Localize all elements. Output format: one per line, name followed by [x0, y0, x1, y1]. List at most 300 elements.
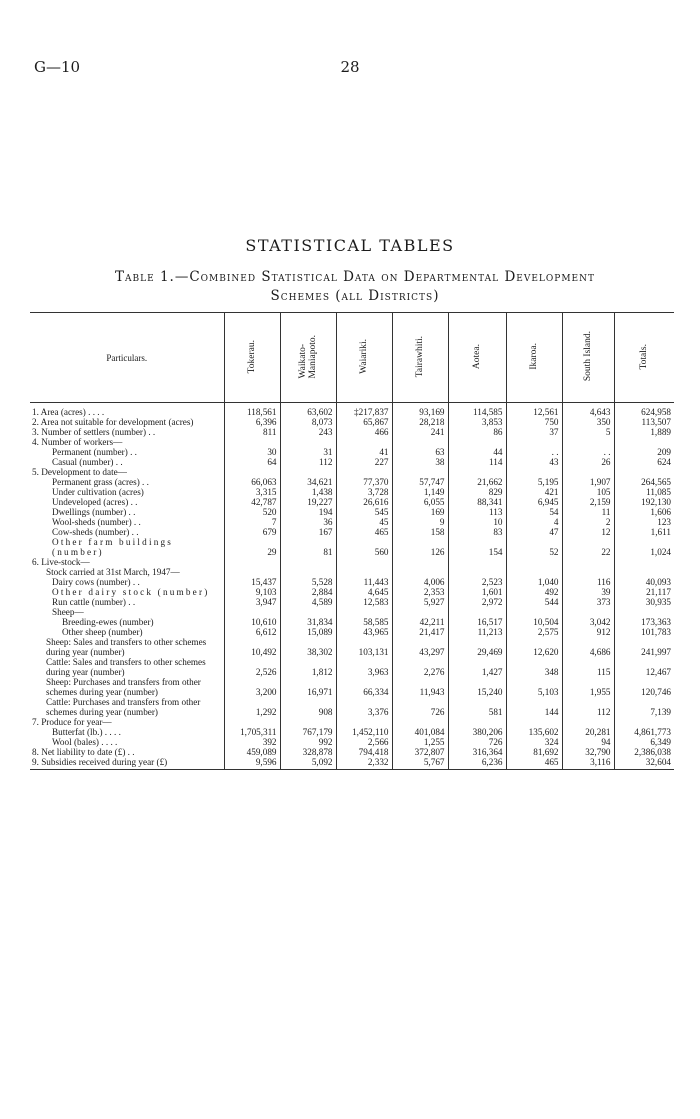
cell-value: 1,292: [224, 697, 280, 717]
cell-value: 144: [506, 697, 562, 717]
cell-value: 3,728: [336, 487, 392, 497]
cell-value: 1,601: [448, 587, 506, 597]
cell-value: [614, 437, 674, 447]
header-south-island: South Island.: [562, 313, 614, 403]
cell-value: 88,341: [448, 497, 506, 507]
cell-value: 767,179: [280, 727, 336, 737]
cell-value: [336, 607, 392, 617]
cell-value: [448, 437, 506, 447]
row-label: Under cultivation (acres): [52, 487, 144, 497]
cell-value: 401,084: [392, 727, 448, 737]
cell-value: 2,386,038: [614, 747, 674, 757]
cell-value: 4,686: [562, 637, 614, 657]
row-label: Undeveloped (acres) . .: [52, 497, 138, 507]
cell-value: 26: [562, 457, 614, 467]
table-body: [30, 403, 674, 770]
cell-value: 123: [614, 517, 674, 527]
cell-value: 86: [448, 427, 506, 437]
cell-value: 10,492: [224, 637, 280, 657]
cell-value: 560: [336, 537, 392, 557]
row-label: Permanent grass (acres) . .: [52, 477, 149, 487]
cell-value: [506, 717, 562, 727]
cell-value: [614, 467, 674, 477]
cell-value: 81: [280, 537, 336, 557]
cell-value: 37: [506, 427, 562, 437]
table-row: [30, 487, 674, 497]
cell-value: 43,965: [336, 627, 392, 637]
cell-value: 624: [614, 457, 674, 467]
cell-value: 465: [336, 527, 392, 537]
row-label: 6. Live-stock—: [32, 557, 90, 567]
cell-value: 11,085: [614, 487, 674, 497]
cell-value: 114: [448, 457, 506, 467]
cell-value: [224, 557, 280, 567]
table-row: [30, 447, 674, 457]
row-label: Cattle: Sales and transfers to other schemes during year (number): [46, 657, 206, 677]
cell-value: 520: [224, 507, 280, 517]
row-label: Sheep: Purchases and transfers from other schemes during year (number): [46, 677, 201, 697]
table-row: [30, 497, 674, 507]
table-row: [30, 507, 674, 517]
cell-value: 209: [614, 447, 674, 457]
cell-value: 465: [506, 757, 562, 770]
cell-value: 41: [336, 447, 392, 457]
cell-value: 1,955: [562, 677, 614, 697]
cell-value: 726: [448, 737, 506, 747]
cell-value: 57,747: [392, 477, 448, 487]
cell-value: 11,213: [448, 627, 506, 637]
cell-value: [336, 717, 392, 727]
table-row: [30, 577, 674, 587]
cell-value: 492: [506, 587, 562, 597]
cell-value: 38,302: [280, 637, 336, 657]
row-label: Casual (number) . .: [52, 457, 123, 467]
table-row: [30, 657, 674, 677]
cell-value: [614, 567, 674, 577]
cell-value: 43: [506, 457, 562, 467]
cell-value: 93,169: [392, 403, 448, 418]
cell-value: [614, 717, 674, 727]
row-label: 4. Number of workers—: [32, 437, 123, 447]
table-row: [30, 717, 674, 727]
cell-value: [224, 717, 280, 727]
cell-value: 5,927: [392, 597, 448, 607]
cell-value: [448, 557, 506, 567]
header-aotea: Aotea.: [448, 313, 506, 403]
row-label: Stock carried at 31st March, 1947—: [46, 567, 180, 577]
cell-value: 544: [506, 597, 562, 607]
table-row: [30, 427, 674, 437]
cell-value: [506, 567, 562, 577]
cell-value: 6,055: [392, 497, 448, 507]
cell-value: [506, 557, 562, 567]
table-row: [30, 403, 674, 418]
table-caption-line-1: Table 1.—Combined Statistical Data on Departmental Development: [115, 269, 595, 285]
cell-value: 1,149: [392, 487, 448, 497]
table-row: [30, 617, 674, 627]
cell-value: 7: [224, 517, 280, 527]
page-title: STATISTICAL TABLES: [245, 236, 455, 255]
cell-value: 1,040: [506, 577, 562, 587]
table-row: [30, 727, 674, 737]
cell-value: [336, 557, 392, 567]
table-caption-line-2: Schemes (all Districts): [270, 288, 440, 304]
cell-value: 83: [448, 527, 506, 537]
cell-value: 1,255: [392, 737, 448, 747]
cell-value: 4,861,773: [614, 727, 674, 737]
statistical-table: [30, 312, 674, 770]
cell-value: 114,585: [448, 403, 506, 418]
cell-value: [224, 437, 280, 447]
cell-value: 112: [562, 697, 614, 717]
cell-value: 105: [562, 487, 614, 497]
header-tokerau: Tokerau.: [224, 313, 280, 403]
cell-value: 324: [506, 737, 562, 747]
cell-value: 459,089: [224, 747, 280, 757]
cell-value: ‡217,837: [336, 403, 392, 418]
cell-value: [562, 557, 614, 567]
cell-value: 241,997: [614, 637, 674, 657]
cell-value: 1,907: [562, 477, 614, 487]
table-row: [30, 637, 674, 657]
cell-value: 1,611: [614, 527, 674, 537]
cell-value: 2,332: [336, 757, 392, 770]
cell-value: 54: [506, 507, 562, 517]
cell-value: 350: [562, 417, 614, 427]
cell-value: [392, 567, 448, 577]
table-row: [30, 757, 674, 770]
cell-value: 3,042: [562, 617, 614, 627]
header-particulars: Particulars.: [30, 313, 224, 403]
cell-value: 466: [336, 427, 392, 437]
cell-value: 39: [562, 587, 614, 597]
cell-value: [448, 607, 506, 617]
cell-value: 21,417: [392, 627, 448, 637]
cell-value: 15,437: [224, 577, 280, 587]
cell-value: 1,438: [280, 487, 336, 497]
cell-value: [562, 467, 614, 477]
cell-value: [224, 467, 280, 477]
row-label: Other dairy stock (number): [52, 587, 210, 597]
row-label: 7. Produce for year—: [32, 717, 112, 727]
cell-value: 42,787: [224, 497, 280, 507]
cell-value: [280, 567, 336, 577]
cell-value: 912: [562, 627, 614, 637]
cell-value: 15,240: [448, 677, 506, 697]
cell-value: 2,276: [392, 657, 448, 677]
cell-value: 3,376: [336, 697, 392, 717]
cell-value: 16,971: [280, 677, 336, 697]
row-label: Butterfat (lb.) . . . .: [52, 727, 121, 737]
cell-value: 2,566: [336, 737, 392, 747]
row-label: 2. Area not suitable for development (acres): [32, 417, 194, 427]
table-row: [30, 697, 674, 717]
cell-value: 2,884: [280, 587, 336, 597]
cell-value: [280, 607, 336, 617]
cell-value: 908: [280, 697, 336, 717]
cell-value: 8,073: [280, 417, 336, 427]
cell-value: 64: [224, 457, 280, 467]
cell-value: 36: [280, 517, 336, 527]
table-row: [30, 477, 674, 487]
cell-value: 94: [562, 737, 614, 747]
row-label: 8. Net liability to date (£) . .: [32, 747, 135, 757]
cell-value: 3,853: [448, 417, 506, 427]
cell-value: 154: [448, 537, 506, 557]
cell-value: 65,867: [336, 417, 392, 427]
cell-value: 227: [336, 457, 392, 467]
cell-value: 31: [280, 447, 336, 457]
cell-value: [280, 467, 336, 477]
cell-value: 3,116: [562, 757, 614, 770]
cell-value: 101,783: [614, 627, 674, 637]
cell-value: 30: [224, 447, 280, 457]
table-row: [30, 597, 674, 607]
table-row: [30, 537, 674, 557]
cell-value: 194: [280, 507, 336, 517]
page-reference: G—10: [34, 58, 81, 76]
cell-value: 392: [224, 737, 280, 747]
cell-value: 380,206: [448, 727, 506, 737]
cell-value: [392, 607, 448, 617]
cell-value: 21,662: [448, 477, 506, 487]
cell-value: 15,089: [280, 627, 336, 637]
page-number: 28: [340, 58, 360, 76]
cell-value: 624,958: [614, 403, 674, 418]
cell-value: 992: [280, 737, 336, 747]
cell-value: [614, 607, 674, 617]
table-row: [30, 557, 674, 567]
cell-value: [392, 557, 448, 567]
cell-value: [562, 567, 614, 577]
cell-value: 372,807: [392, 747, 448, 757]
row-label: Sheep: Sales and transfers to other schemes during year (number): [46, 637, 207, 657]
cell-value: 28,218: [392, 417, 448, 427]
cell-value: 12,583: [336, 597, 392, 607]
cell-value: [448, 567, 506, 577]
cell-value: 373: [562, 597, 614, 607]
cell-value: 16,517: [448, 617, 506, 627]
cell-value: 11,443: [336, 577, 392, 587]
table-row: [30, 437, 674, 447]
cell-value: 726: [392, 697, 448, 717]
cell-value: 4,643: [562, 403, 614, 418]
row-label: Run cattle (number) . .: [52, 597, 136, 607]
cell-value: 22: [562, 537, 614, 557]
cell-value: [506, 437, 562, 447]
cell-value: 421: [506, 487, 562, 497]
cell-value: 20,281: [562, 727, 614, 737]
header-tairawhiti: Tairawhiti.: [392, 313, 448, 403]
cell-value: 6,945: [506, 497, 562, 507]
cell-value: 348: [506, 657, 562, 677]
cell-value: 1,427: [448, 657, 506, 677]
cell-value: 3,963: [336, 657, 392, 677]
cell-value: 113: [448, 507, 506, 517]
cell-value: [562, 607, 614, 617]
table-row: [30, 527, 674, 537]
cell-value: 328,878: [280, 747, 336, 757]
cell-value: 5,103: [506, 677, 562, 697]
cell-value: 12,561: [506, 403, 562, 418]
cell-value: 29,469: [448, 637, 506, 657]
cell-value: 173,363: [614, 617, 674, 627]
cell-value: 6,236: [448, 757, 506, 770]
cell-value: 9,596: [224, 757, 280, 770]
cell-value: 1,889: [614, 427, 674, 437]
header-waikato-maniapoto: Waikato- Maniapoto.: [280, 313, 336, 403]
cell-value: 12: [562, 527, 614, 537]
cell-value: 4,006: [392, 577, 448, 587]
cell-value: 1,812: [280, 657, 336, 677]
cell-value: 241: [392, 427, 448, 437]
cell-value: 118,561: [224, 403, 280, 418]
cell-value: 10,504: [506, 617, 562, 627]
cell-value: 5,767: [392, 757, 448, 770]
table-row: [30, 737, 674, 747]
row-label: Dairy cows (number) . .: [52, 577, 140, 587]
cell-value: 126: [392, 537, 448, 557]
row-label: Breeding-ewes (number): [62, 617, 154, 627]
cell-value: 3,947: [224, 597, 280, 607]
table-row: [30, 627, 674, 637]
cell-value: 2,972: [448, 597, 506, 607]
cell-value: [392, 467, 448, 477]
cell-value: 81,692: [506, 747, 562, 757]
row-label: 9. Subsidies received during year (£): [30, 757, 224, 770]
table-row: [30, 747, 674, 757]
table-row: [30, 587, 674, 597]
cell-value: 1,452,110: [336, 727, 392, 737]
cell-value: 32,790: [562, 747, 614, 757]
row-label: Dwellings (number) . .: [52, 507, 136, 517]
cell-value: 112: [280, 457, 336, 467]
cell-value: [448, 467, 506, 477]
table-caption: [40, 268, 670, 306]
cell-value: [224, 607, 280, 617]
cell-value: 750: [506, 417, 562, 427]
cell-value: 103,131: [336, 637, 392, 657]
cell-value: [336, 437, 392, 447]
cell-value: [506, 467, 562, 477]
cell-value: 7,139: [614, 697, 674, 717]
cell-value: 158: [392, 527, 448, 537]
cell-value: 3,315: [224, 487, 280, 497]
cell-value: 169: [392, 507, 448, 517]
cell-value: 4,645: [336, 587, 392, 597]
cell-value: 12,467: [614, 657, 674, 677]
row-label: Wool (bales) . . . .: [52, 737, 118, 747]
cell-value: 31,834: [280, 617, 336, 627]
cell-value: [336, 567, 392, 577]
header-totals: Totals.: [614, 313, 674, 403]
cell-value: 135,602: [506, 727, 562, 737]
cell-value: [614, 557, 674, 567]
cell-value: 19,227: [280, 497, 336, 507]
cell-value: 3,200: [224, 677, 280, 697]
cell-value: 120,746: [614, 677, 674, 697]
table-row: [30, 467, 674, 477]
cell-value: 58,585: [336, 617, 392, 627]
table-row: [30, 567, 674, 577]
table-header-row: [30, 313, 674, 403]
cell-value: 2,526: [224, 657, 280, 677]
cell-value: 794,418: [336, 747, 392, 757]
row-label: Other farm buildings (number): [52, 537, 174, 557]
cell-value: 10: [448, 517, 506, 527]
cell-value: [562, 717, 614, 727]
cell-value: 47: [506, 527, 562, 537]
cell-value: 167: [280, 527, 336, 537]
row-label: Cattle: Purchases and transfers from other schemes during year (number): [46, 697, 201, 717]
cell-value: 9,103: [224, 587, 280, 597]
cell-value: 30,935: [614, 597, 674, 607]
table-row: [30, 417, 674, 427]
cell-value: 32,604: [614, 757, 674, 770]
row-label: 1. Area (acres) . . . .: [32, 407, 105, 417]
cell-value: 115: [562, 657, 614, 677]
cell-value: 77,370: [336, 477, 392, 487]
cell-value: 21,117: [614, 587, 674, 597]
cell-value: 1,705,311: [224, 727, 280, 737]
cell-value: 66,063: [224, 477, 280, 487]
cell-value: 6,612: [224, 627, 280, 637]
cell-value: 11,943: [392, 677, 448, 697]
cell-value: . .: [506, 447, 562, 457]
cell-value: 44: [448, 447, 506, 457]
cell-value: 829: [448, 487, 506, 497]
row-label: Wool-sheds (number) . .: [52, 517, 141, 527]
cell-value: 2,575: [506, 627, 562, 637]
cell-value: 52: [506, 537, 562, 557]
cell-value: 581: [448, 697, 506, 717]
cell-value: 66,334: [336, 677, 392, 697]
table-row: [30, 677, 674, 697]
cell-value: 5,195: [506, 477, 562, 487]
cell-value: [506, 607, 562, 617]
cell-value: 243: [280, 427, 336, 437]
cell-value: . .: [562, 447, 614, 457]
cell-value: 316,364: [448, 747, 506, 757]
cell-value: 2,159: [562, 497, 614, 507]
header-ikaroa: Ikaroa.: [506, 313, 562, 403]
cell-value: 545: [336, 507, 392, 517]
cell-value: [392, 717, 448, 727]
cell-value: [280, 717, 336, 727]
cell-value: 264,565: [614, 477, 674, 487]
row-label: 5. Development to date—: [32, 467, 127, 477]
cell-value: [392, 437, 448, 447]
cell-value: 42,211: [392, 617, 448, 627]
table-row: [30, 517, 674, 527]
row-label: Cow-sheds (number) . .: [52, 527, 139, 537]
cell-value: [562, 437, 614, 447]
cell-value: 40,093: [614, 577, 674, 587]
cell-value: [448, 717, 506, 727]
cell-value: [280, 557, 336, 567]
row-label: Sheep—: [52, 607, 84, 617]
cell-value: 45: [336, 517, 392, 527]
cell-value: 26,616: [336, 497, 392, 507]
cell-value: 6,396: [224, 417, 280, 427]
table-row: [30, 457, 674, 467]
cell-value: 2,353: [392, 587, 448, 597]
cell-value: 4,589: [280, 597, 336, 607]
cell-value: 5,528: [280, 577, 336, 587]
header-waiariki: Waiariki.: [336, 313, 392, 403]
cell-value: 4: [506, 517, 562, 527]
cell-value: 43,297: [392, 637, 448, 657]
